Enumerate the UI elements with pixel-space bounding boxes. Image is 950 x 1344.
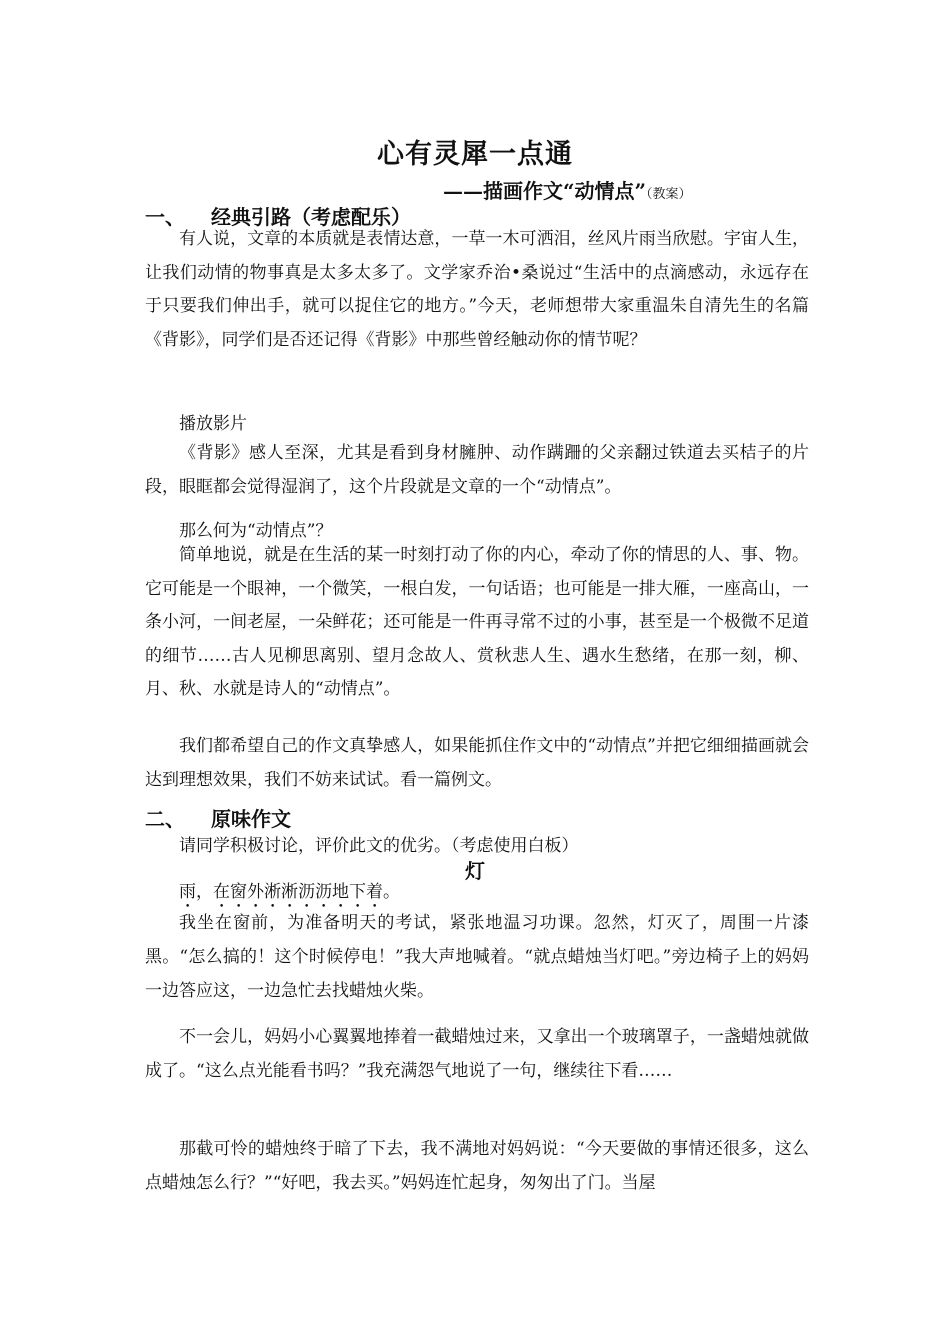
section-number-2: 二、	[145, 807, 185, 831]
question-text: 那么何为“动情点”？	[179, 521, 333, 541]
paragraph-definition: 简单地说，就是在生活的某一时刻打动了你的内心，牵动了你的情思的人、事、物。它可能是一个眼神，一个微笑，一根白发，一句话语；也可能是一排大雁，一座高山，一条小河，一间老屋，一朵鲜花；还可能是一件再寻常不过的小事，甚至是一个极微不足道的细节……古人见柳思离别、望月念故人、赏秋悲人生、遇水生愁绪，在那一刻，柳、月、秋、水就是诗人的“动情点”。	[145, 545, 809, 700]
subtitle-main: ——描画作文“动情点”	[443, 179, 647, 203]
page-subtitle	[443, 175, 692, 204]
essay-paragraph-1: 我坐在窗前，为准备明天的考试，紧张地温习功课。忽然，灯灭了，周围一片漆黑。“怎么搞的！这个时候停电！”我大声地喊着。“就点蜡烛当灯吧。”旁边椅子上的妈妈一边答应这，一边急忙去找蜡烛火柴。	[145, 913, 809, 1002]
subtitle-note: （教案）	[646, 187, 692, 202]
instruction-text: 请同学积极讨论，评价此文的优劣。（考虑使用白板）	[179, 836, 579, 856]
play-video-text: 播放影片	[179, 414, 247, 434]
essay-paragraph-3: 那截可怜的蜡烛终于暗了下去，我不满地对妈妈说：“今天要做的事情还很多，这么点蜡烛怎么行？”“好吧，我去买。”妈妈连忙起身，匆匆出了门。当屋	[145, 1139, 809, 1194]
paragraph-intro: 有人说，文章的本质就是表情达意，一草一木可洒泪，丝风片雨当欣慰。宇宙人生，让我们动情的物事真是太多太多了。文学家乔治•桑说过“生活中的点滴感动，永远存在于只要我们伸出手，就可以捉住它的地方。”今天，老师想带大家重温朱自清先生的名篇《背影》，同学们是否还记得《背影》中那些曾经触动你的情节呢？	[145, 229, 809, 350]
essay-first-line: 雨，在窗外淅淅沥沥地下着。	[179, 882, 400, 902]
section-number-1: 一、	[145, 205, 185, 229]
essay-paragraph-2: 不一会儿，妈妈小心翼翼地捧着一截蜡烛过来，又拿出一个玻璃罩子，一盏蜡烛就做成了。“这么点光能看书吗？”我充满怨气地说了一句，继续往下看……	[145, 1027, 809, 1082]
section-title-2: 原味作文	[211, 807, 291, 831]
page-title: 心有灵犀一点通	[377, 139, 573, 170]
section-heading-2	[145, 803, 291, 832]
paragraph-beiying: 《背影》感人至深，尤其是看到身材臃肿、动作蹒跚的父亲翻过铁道去买桔子的片段，眼眶都会觉得湿润了，这个片段就是文章的一个“动情点”。	[145, 443, 809, 497]
essay-title: 灯	[465, 859, 485, 883]
section-title-1: 经典引路（考虑配乐）	[211, 205, 411, 229]
paragraph-goal: 我们都希望自己的作文真挚感人，如果能抓住作文中的“动情点”并把它细细描画就会达到理想效果，我们不妨来试试。看一篇例文。	[145, 736, 809, 790]
